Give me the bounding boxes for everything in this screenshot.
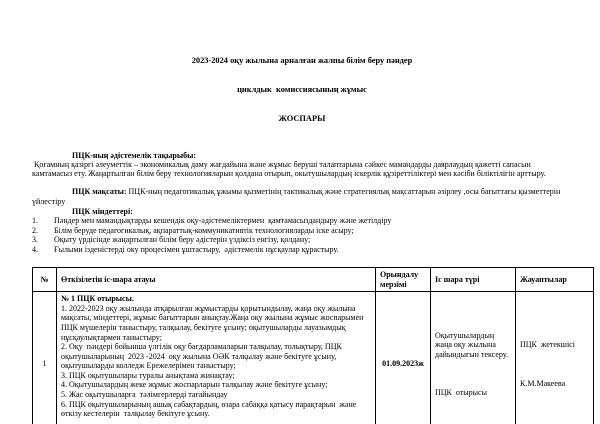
event-item: 5. Жас оқытушыларға тәлімгерлерді тағайындау bbox=[61, 390, 228, 400]
event-description-cell bbox=[57, 292, 376, 424]
title-line-2: циклдык комиссиясының жұмыс bbox=[237, 84, 367, 94]
task-item bbox=[32, 216, 568, 225]
work-plan-table bbox=[32, 267, 594, 424]
task-number: 1. bbox=[32, 216, 38, 226]
header-number: № bbox=[33, 267, 57, 291]
event-item: 2. Оқу пәндері бойынша үлгілік оқу бағдарламаларын талқылау, толықтыру, ПЦК оқытушыларының 2023 -2024 оқу жылына ОӘК талқылау және бекітуге ұсыну, оқытушыларды колледж Ережелерімен таныстыру; bbox=[61, 342, 344, 371]
responsible-role: ПЦК жетекшісі bbox=[520, 339, 575, 349]
methodical-theme-text: Қоғамның қазіргі әлеуметтік – экономикалық даму жағдайына және жұмыс беруші талаптарына сәйкес мамандарды даярлаудың қажетті сапасын камтамасыз ету. Жаңартылған білім беру технологияларын қолдана отырып, окытушылардың іскерлік құзіреттіліктері мен кәсіби біліктілігін арттыру. bbox=[32, 159, 546, 179]
header-event-type: Іс шара түрі bbox=[431, 267, 516, 291]
task-item bbox=[32, 245, 568, 254]
event-title: № 1 ПЦК отырысы. bbox=[61, 294, 134, 304]
tasks-label: ПЦК міндеттері: bbox=[72, 207, 133, 217]
methodical-theme-label: ПЦК-ның әдістемелік тақырыбы: bbox=[72, 150, 197, 160]
title-line-1: 2023-2024 оқу жылына арналған жалпы білім беру пәндер bbox=[191, 56, 413, 66]
event-type-meeting: ПЦК отырысы bbox=[435, 387, 487, 397]
header-event-name: Өткізілетін іс-шара атауы bbox=[57, 267, 376, 291]
row-number-cell: 1 bbox=[33, 292, 57, 424]
table-row bbox=[33, 292, 594, 424]
task-number: 3. bbox=[32, 235, 38, 245]
goal-text: ПЦК-ның педагогикалық ұжымы қызметінің тактикалық және стратегиялық мақсаттарын әзірлеу ,осы бағыттағы қызметтерін үйлестіру bbox=[32, 187, 563, 206]
responsible-cell bbox=[516, 292, 594, 424]
event-item: 1. 2022-2023 оқу жылында атқарылған жұмыстарды қорытындылау, жаңа оқу жылына мақсаты, міндеттері, жұмыс бағыттарын анықтау.Жаңа оқу жылына жұмыс жоспарымен ПЦК мүшелерін таныстыру, талқылау, бекітуге ұсыну; оқытушыларды лауазымдық нұсқаулықтармен таныстыру; bbox=[61, 303, 368, 342]
table-header-row bbox=[33, 267, 594, 291]
event-item: 6. ПЦК оқытушыларының ашық сабақтардың, өзара сабаққа қатысу парақтарын және өткізу кестелерін талқылау бекітуге ұсыну. bbox=[61, 399, 359, 419]
deadline-cell: 01.09.2023ж bbox=[376, 292, 431, 424]
task-item bbox=[32, 226, 568, 235]
event-type-text: Оқытушылардың жаңа оқу жылына дайындығын тексеру. bbox=[435, 330, 508, 360]
header-responsible: Жауаптылар bbox=[516, 267, 594, 291]
event-type-cell bbox=[431, 292, 516, 424]
responsible-name: К.М.Макеева bbox=[520, 378, 566, 388]
event-item: 3. ПЦК оқытушылары туралы анықтама жинақтау; bbox=[61, 370, 235, 380]
task-number: 2. bbox=[32, 225, 38, 235]
goal-label: ПЦК мақсаты: bbox=[72, 187, 127, 197]
task-item bbox=[32, 235, 568, 244]
event-item: 4. Оқытушылардың жеке жұмыс жоспарларын талқылау және бекітуге ұсыну; bbox=[61, 380, 328, 390]
task-text: Білім беруде педагогикалық, ақпараттық-коммуникативтік технологияларды іске асыру; bbox=[54, 225, 354, 235]
header-deadline: Орындалу мерзімі bbox=[376, 267, 431, 291]
document-title bbox=[32, 37, 572, 143]
title-line-3: ЖОСПАРЫ bbox=[278, 113, 326, 123]
task-text: Пәндер мен мамандықтарды кешендік оқу-әдістемеліктермен қамтамасыздандыру және жетілдіру bbox=[54, 216, 392, 226]
task-number: 4. bbox=[32, 244, 38, 254]
task-text: Ғылыми ізденістерді оку процесімен ұштастыру, әдістемелік нұсқаулар құрастыру. bbox=[54, 244, 339, 254]
task-text: Оқыту үрдісінде жаңартылған білім беру әдістерін үздіксіз енгізу, қолдану; bbox=[54, 235, 311, 245]
goal-paragraph bbox=[32, 187, 568, 206]
